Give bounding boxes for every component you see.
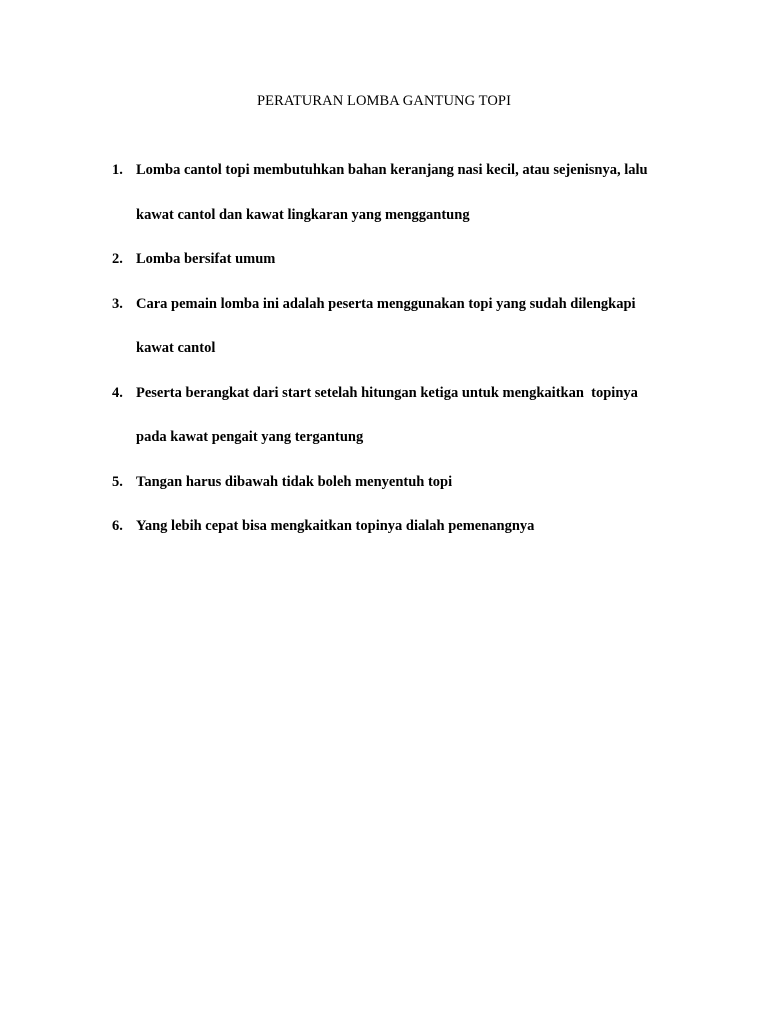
document-title: PERATURAN LOMBA GANTUNG TOPI [256,93,512,109]
rule-text: Yang lebih cepat bisa mengkaitkan topinya dialah pemenangnya [136,518,535,534]
rule-text: Tangan harus dibawah tidak boleh menyentuh topi [136,473,453,490]
rule-text-line: Peserta berangkat dari start setelah hitungan ketiga untuk mengkaitkan topinya [136,384,638,401]
rule-text-line: kawat cantol [136,340,216,356]
rule-text: Lomba bersifat umum [136,251,276,267]
rule-text-line: Lomba cantol topi membutuhkan bahan keranjang nasi kecil, atau sejenisnya, lalu [136,162,648,178]
rule-text-line: pada kawat pengait yang tergantung [136,429,364,445]
rule-item-2 [112,237,692,282]
rule-number: 3. [112,295,123,312]
rule-item-6 [112,504,692,549]
rule-number: 4. [112,384,123,401]
rule-item-3 [112,282,692,371]
rule-item-1 [112,148,692,237]
rule-number: 2. [112,251,123,267]
rules-list [112,148,692,549]
rule-number: 5. [112,473,123,490]
rule-text [136,282,692,371]
rule-number: 1. [112,162,123,178]
rule-text-line: Cara pemain lomba ini adalah peserta menggunakan topi yang sudah dilengkapi [136,295,636,312]
rule-text-line: kawat cantol dan kawat lingkaran yang menggantung [136,206,470,223]
rule-text [136,371,692,460]
rule-number: 6. [112,518,123,534]
rule-item-5 [112,460,692,505]
rule-item-4 [112,371,692,460]
rule-text [136,148,692,237]
